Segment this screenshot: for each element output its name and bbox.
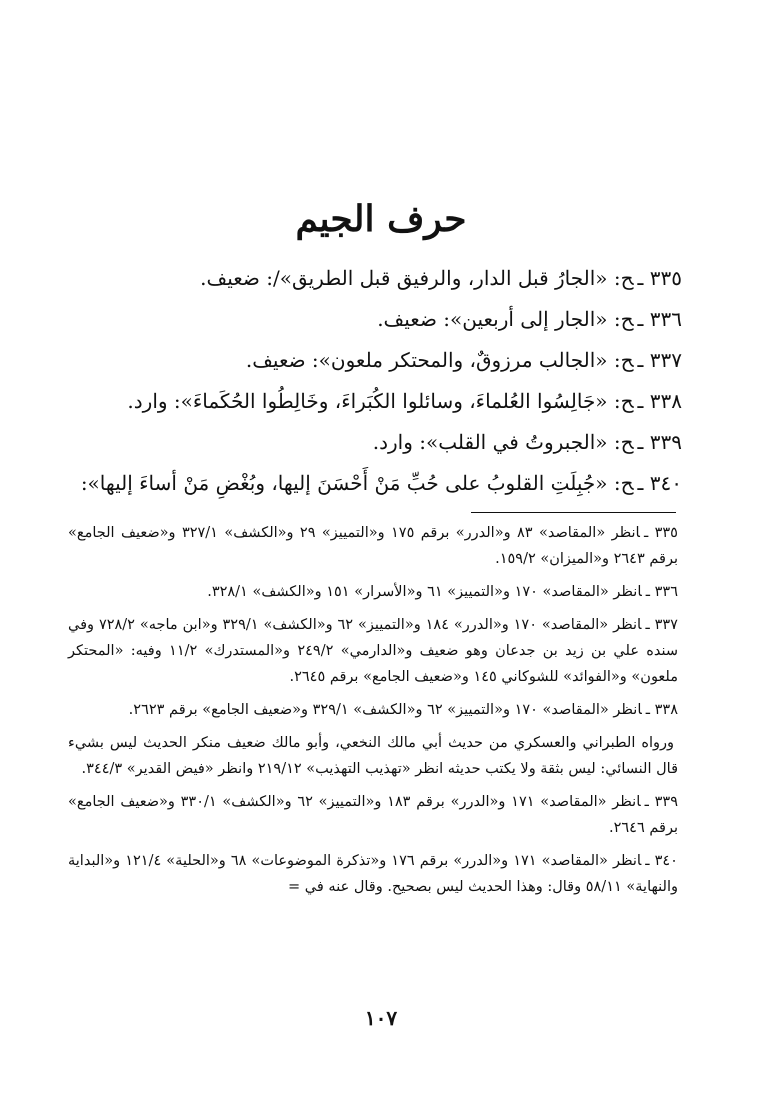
- footnote-number: ٣٣٧ ـ: [645, 617, 678, 633]
- footnote-text: انظر «المقاصد» ١٧١ و«الدرر» برقم ١٨٣ و«التمييز» ٦٢ و«الكشف» ٣٣٠/١ و«ضعيف الجامع» برقم ٢٦٤٦.: [68, 794, 678, 836]
- footnote-text: انظر «المقاصد» ١٧١ و«الدرر» برقم ١٧٦ و«تذكرة الموضوعات» ٦٨ و«الحلية» ١٢١/٤ و«البداية والنهاية» ٥٨/١١ وقال: وهذا الحديث ليس بصحيح. وقال عنه في =: [68, 853, 678, 895]
- footnote-text: انظر «المقاصد» ١٧٠ و«التمييز» ٦٢ و«الكشف» ٣٢٩/١ و«ضعيف الجامع» برقم ٢٦٢٣.: [128, 702, 642, 718]
- hadith-entry: [82, 299, 682, 340]
- footnote: [68, 697, 678, 723]
- hadith-entry: [82, 422, 682, 463]
- entry-text: ح: «الجبروتُ في القلب»: وارد.: [372, 430, 634, 454]
- entry-number: ٣٣٦ ـ: [637, 307, 682, 331]
- footnote: [68, 612, 678, 690]
- entry-text: ح: «الجالب مرزوقٌ، والمحتكر ملعون»: ضعيف.: [245, 348, 634, 372]
- footnote-number: ٣٣٨ ـ: [645, 702, 678, 718]
- entry-text: ح: «الجارُ قبل الدار، والرفيق قبل الطريق»/: ضعيف.: [200, 266, 634, 290]
- hadith-entry: [82, 381, 682, 422]
- footnote: [68, 520, 678, 572]
- footnote-number: ٣٣٩ ـ: [644, 794, 678, 810]
- chapter-title: حرف الجيم: [295, 198, 467, 240]
- hadith-entry: [82, 463, 682, 504]
- footnote: [68, 730, 678, 782]
- entry-number: ٣٣٩ ـ: [637, 430, 682, 454]
- page-number: ١٠٧: [364, 1006, 398, 1030]
- footnote-text: انظر «المقاصد» ٨٣ و«الدرر» برقم ١٧٥ و«التمييز» ٢٩ و«الكشف» ٣٢٧/١ و«ضعيف الجامع» برقم ٢٦٤٣ و«الميزان» ١٥٩/٢.: [68, 525, 678, 567]
- footnote-text: ورواه الطبراني والعسكري من حديث أبي مالك النخعي، وأبو مالك ضعيف منكر الحديث ليس بشيء قال النسائي: ليس بثقة ولا يكتب حديثه انظر «تهذيب التهذيب» ٢١٩/١٢ وانظر «فيض القدير» ٣٤٤/٣.: [68, 735, 678, 777]
- entry-number: ٣٤٠ ـ: [637, 471, 682, 495]
- footnote: [68, 579, 678, 605]
- footnote-divider: [471, 512, 676, 513]
- footnote-number: ٣٣٦ ـ: [645, 584, 678, 600]
- entry-text: ح: «الجار إلى أربعين»: ضعيف.: [377, 307, 634, 331]
- footnote-text: انظر «المقاصد» ١٧٠ و«الدرر» ١٨٤ و«التمييز» ٦٢ و«الكشف» ٣٢٩/١ و«ابن ماجه» ٧٢٨/٢ وفي سنده علي بن زيد بن جدعان وهو ضعيف و«الدارمي» ٢٤٩/٢ و«المستدرك» ١١/٢ وفيه: «المحتكر ملعون» و«الفوائد» للشوكاني ١٤٥ و«ضعيف الجامع» برقم ٢٦٤٥.: [68, 617, 679, 685]
- entry-text: ح: «جُبِلَتِ القلوبُ على حُبِّ مَنْ أَحْسَنَ إليها، وبُغْضِ مَنْ أساءَ إليها»:: [80, 471, 634, 495]
- entry-number: ٣٣٧ ـ: [637, 348, 682, 372]
- entry-text: ح: «جَالِسُوا العُلماءَ، وسائلوا الكُبَراءَ، وخَالِطُوا الحُكَماءَ»: وارد.: [127, 389, 634, 413]
- footnote-number: ٣٣٥ ـ: [643, 525, 678, 541]
- footnote: [68, 848, 678, 900]
- hadith-entry: [82, 258, 682, 299]
- footnote-number: ٣٤٠ ـ: [645, 853, 678, 869]
- hadith-entry: [82, 340, 682, 381]
- hadith-entries: [82, 258, 682, 504]
- footnote: [68, 789, 678, 841]
- entry-number: ٣٣٥ ـ: [637, 266, 682, 290]
- footnotes: [68, 520, 678, 907]
- footnote-text: انظر «المقاصد» ١٧٠ و«التمييز» ٦١ و«الأسرار» ١٥١ و«الكشف» ٣٢٨/١.: [207, 584, 642, 600]
- entry-number: ٣٣٨ ـ: [637, 389, 682, 413]
